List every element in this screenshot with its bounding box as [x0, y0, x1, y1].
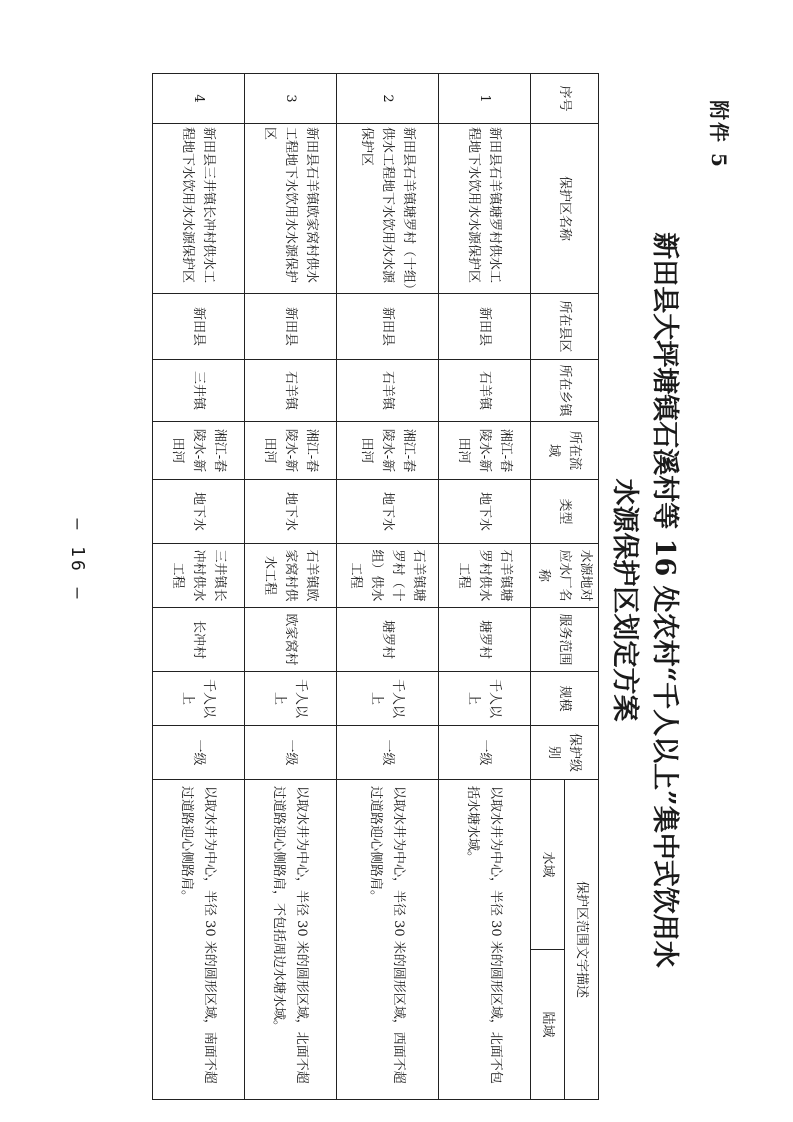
- table-row: [439, 74, 531, 1100]
- cell-county: 新田县: [245, 294, 337, 360]
- cell-name: 新田县三井镇长冲村供水工程地下水饮用水水源保护区: [153, 124, 245, 294]
- cell-type: 地下水: [337, 480, 439, 544]
- cell-county: 新田县: [439, 294, 531, 360]
- header-plant: 水源地对应水厂名称: [531, 544, 599, 608]
- table-row: [337, 74, 439, 1100]
- header-water: 水域: [531, 780, 565, 950]
- cell-scale: 千人以上: [439, 672, 531, 726]
- document-title-line1: 新田县大坪塘镇石溪村等 16 处农村“千人以上”集中式饮用水: [649, 232, 680, 968]
- cell-seq: 3: [245, 74, 337, 124]
- header-county: 所在县区: [531, 294, 599, 360]
- cell-county: 新田县: [153, 294, 245, 360]
- header-level: 保护级别: [531, 726, 599, 780]
- document-title-line2: 水源保护区划定方案: [609, 478, 640, 722]
- attachment-label: 附件 5: [707, 100, 731, 169]
- cell-level: 一级: [245, 726, 337, 780]
- cell-plant: 石羊镇欧家窝村供水工程: [245, 544, 337, 608]
- cell-town: 石羊镇: [439, 360, 531, 422]
- cell-level: 一级: [439, 726, 531, 780]
- cell-type: 地下水: [245, 480, 337, 544]
- cell-name: 新田县石羊镇塘罗村供水工程地下水饮用水水源保护区: [439, 124, 531, 294]
- header-desc: 保护区范围文字描述: [565, 780, 599, 1100]
- cell-scale: 千人以上: [337, 672, 439, 726]
- cell-level: 一级: [337, 726, 439, 780]
- cell-desc: 以取水井为中心，半径 30 米的圆形区域，西面不超过道路迎心侧路肩。: [337, 780, 439, 1100]
- table-header-row: [565, 74, 599, 1100]
- table-row: [153, 74, 245, 1100]
- cell-type: 地下水: [153, 480, 245, 544]
- header-seq: 序号: [531, 74, 599, 124]
- cell-desc: 以取水井为中心，半径 30 米的圆形区域，南面不超过道路迎心侧路肩。: [153, 780, 245, 1100]
- header-name: 保护区名称: [531, 124, 599, 294]
- cell-county: 新田县: [337, 294, 439, 360]
- cell-basin: 湘江-舂陵水-新田河: [153, 422, 245, 480]
- cell-service: 塘罗村: [439, 608, 531, 672]
- cell-seq: 4: [153, 74, 245, 124]
- cell-town: 石羊镇: [245, 360, 337, 422]
- header-town: 所在乡镇: [531, 360, 599, 422]
- cell-basin: 湘江-舂陵水-新田河: [245, 422, 337, 480]
- cell-desc: 以取水井为中心，半径 30 米的圆形区域，北面不包括水塘水域。: [439, 780, 531, 1100]
- header-basin: 所在流域: [531, 422, 599, 480]
- cell-scale: 千人以上: [153, 672, 245, 726]
- cell-service: 欧家窝村: [245, 608, 337, 672]
- cell-service: 长冲村: [153, 608, 245, 672]
- header-type: 类型: [531, 480, 599, 544]
- cell-seq: 2: [337, 74, 439, 124]
- cell-basin: 湘江-舂陵水-新田河: [439, 422, 531, 480]
- cell-town: 石羊镇: [337, 360, 439, 422]
- header-service: 服务范围: [531, 608, 599, 672]
- cell-name: 新田县石羊镇欧家窝村供水工程地下水饮用水水源保护区: [245, 124, 337, 294]
- page-number: – 16 –: [67, 518, 88, 602]
- cell-service: 塘罗村: [337, 608, 439, 672]
- cell-level: 一级: [153, 726, 245, 780]
- protection-zone-table: [152, 73, 599, 1100]
- cell-plant: 三井镇长冲村供水工程: [153, 544, 245, 608]
- cell-scale: 千人以上: [245, 672, 337, 726]
- header-land: 陆域: [531, 950, 565, 1100]
- cell-basin: 湘江-舂陵水-新田河: [337, 422, 439, 480]
- cell-town: 三井镇: [153, 360, 245, 422]
- table-row: [245, 74, 337, 1100]
- cell-type: 地下水: [439, 480, 531, 544]
- cell-plant: 石羊镇塘罗村供水工程: [439, 544, 531, 608]
- header-scale: 规模: [531, 672, 599, 726]
- cell-seq: 1: [439, 74, 531, 124]
- cell-desc: 以取水井为中心，半径 30 米的圆形区域，北面不超过道路迎心侧路肩，不包括周边水塘水域。: [245, 780, 337, 1100]
- cell-plant: 石羊镇塘罗村（十组）供水工程: [337, 544, 439, 608]
- cell-name: 新田县石羊镇塘罗村（十组）供水工程地下水饮用水水源保护区: [337, 124, 439, 294]
